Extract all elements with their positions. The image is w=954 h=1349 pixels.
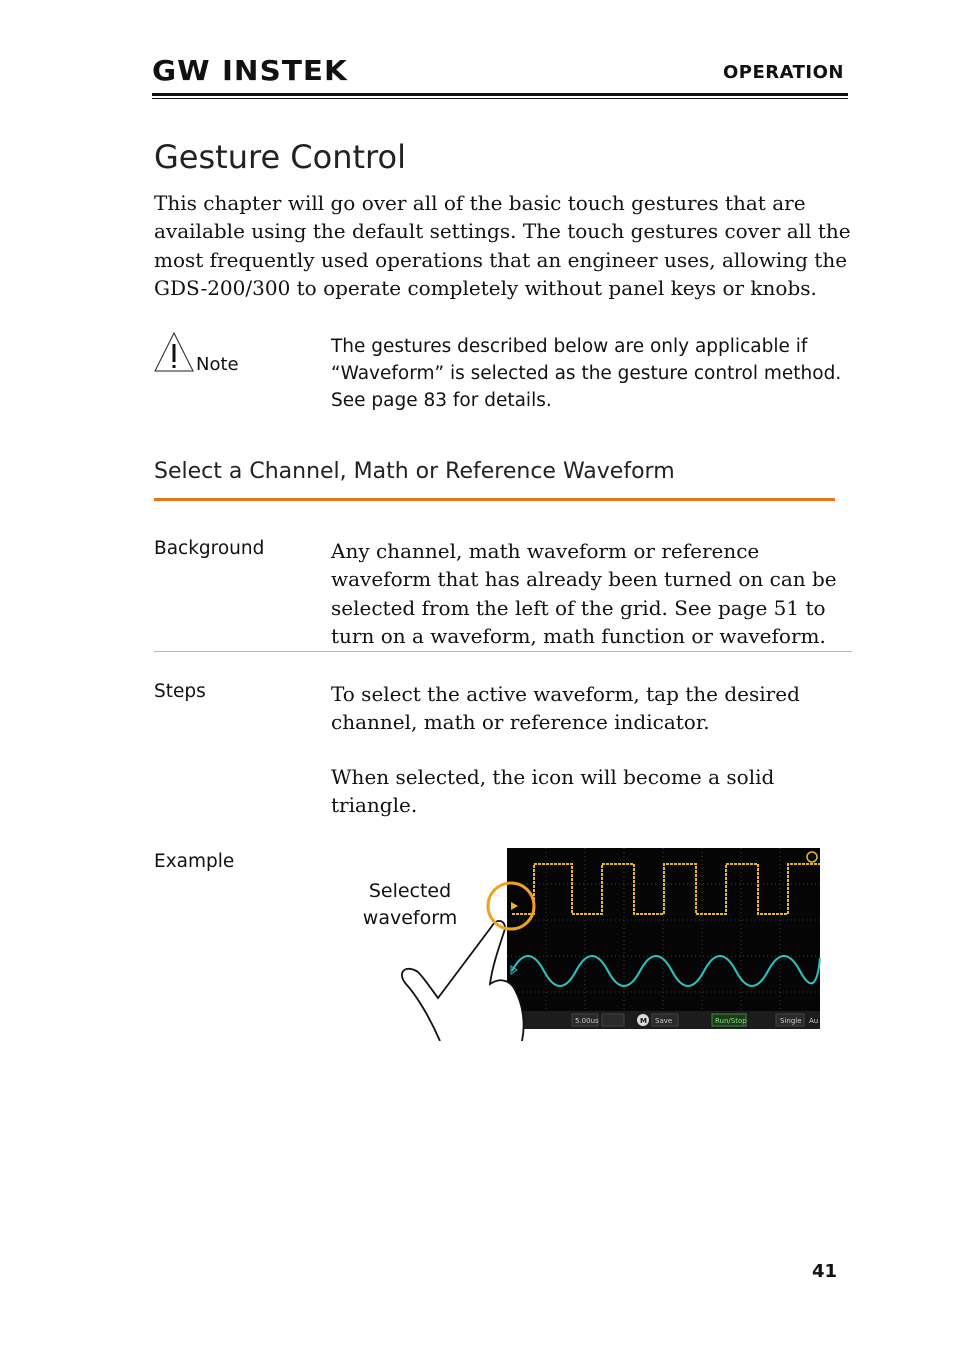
page-number: 41 [812,1261,838,1282]
caption-line-1: Selected [368,880,452,902]
steps-text-2: When selected, the icon will become a solid triangle. [331,765,775,818]
single-button[interactable]: Single [780,1017,802,1025]
finger-icon [402,921,524,1041]
example-label: Example [154,851,235,872]
oscilloscope-screenshot [362,846,822,1041]
steps-text-1: To select the active waveform, tap the desired channel, math or reference indicator. [331,682,800,735]
row-divider [154,651,852,652]
header-rule-thin [152,98,848,99]
timebase-button[interactable]: 5.00us [575,1017,599,1025]
background-text: Any channel, math waveform or reference waveform that has already been turned on can be selected from the left of the grid. See page 51 to turn on a waveform, math function or waveform. [331,539,837,648]
intro-paragraph: This chapter will go over all of the basic touch gestures that are available using the default settings. The touch gestures cover all the most frequently used operations that an engineer uses, allowing the GDS-200/300 to operate completely without panel keys or knobs. [154,191,851,300]
brand-logo: GW INSTEK [152,54,348,87]
save-button[interactable]: Save [655,1017,673,1025]
background-label: Background [154,538,265,559]
subsection-heading: Select a Channel, Math or Reference Waveform [154,459,675,484]
page-title: Gesture Control [154,138,406,176]
run-stop-button[interactable]: Run/Stop [715,1017,747,1025]
note-label: Note [196,354,239,375]
subsection-rule [154,498,835,501]
math-label: M [640,1017,647,1025]
caption-line-2: waveform [362,907,458,929]
header-rule [152,93,848,96]
auto-button[interactable]: Au [809,1017,819,1025]
section-label: OPERATION [722,62,844,83]
steps-label: Steps [154,681,206,702]
warning-icon [153,331,195,375]
note-text: The gestures described below are only applicable if “Waveform” is selected as the gesture control method. See page 83 for details. [331,336,842,411]
